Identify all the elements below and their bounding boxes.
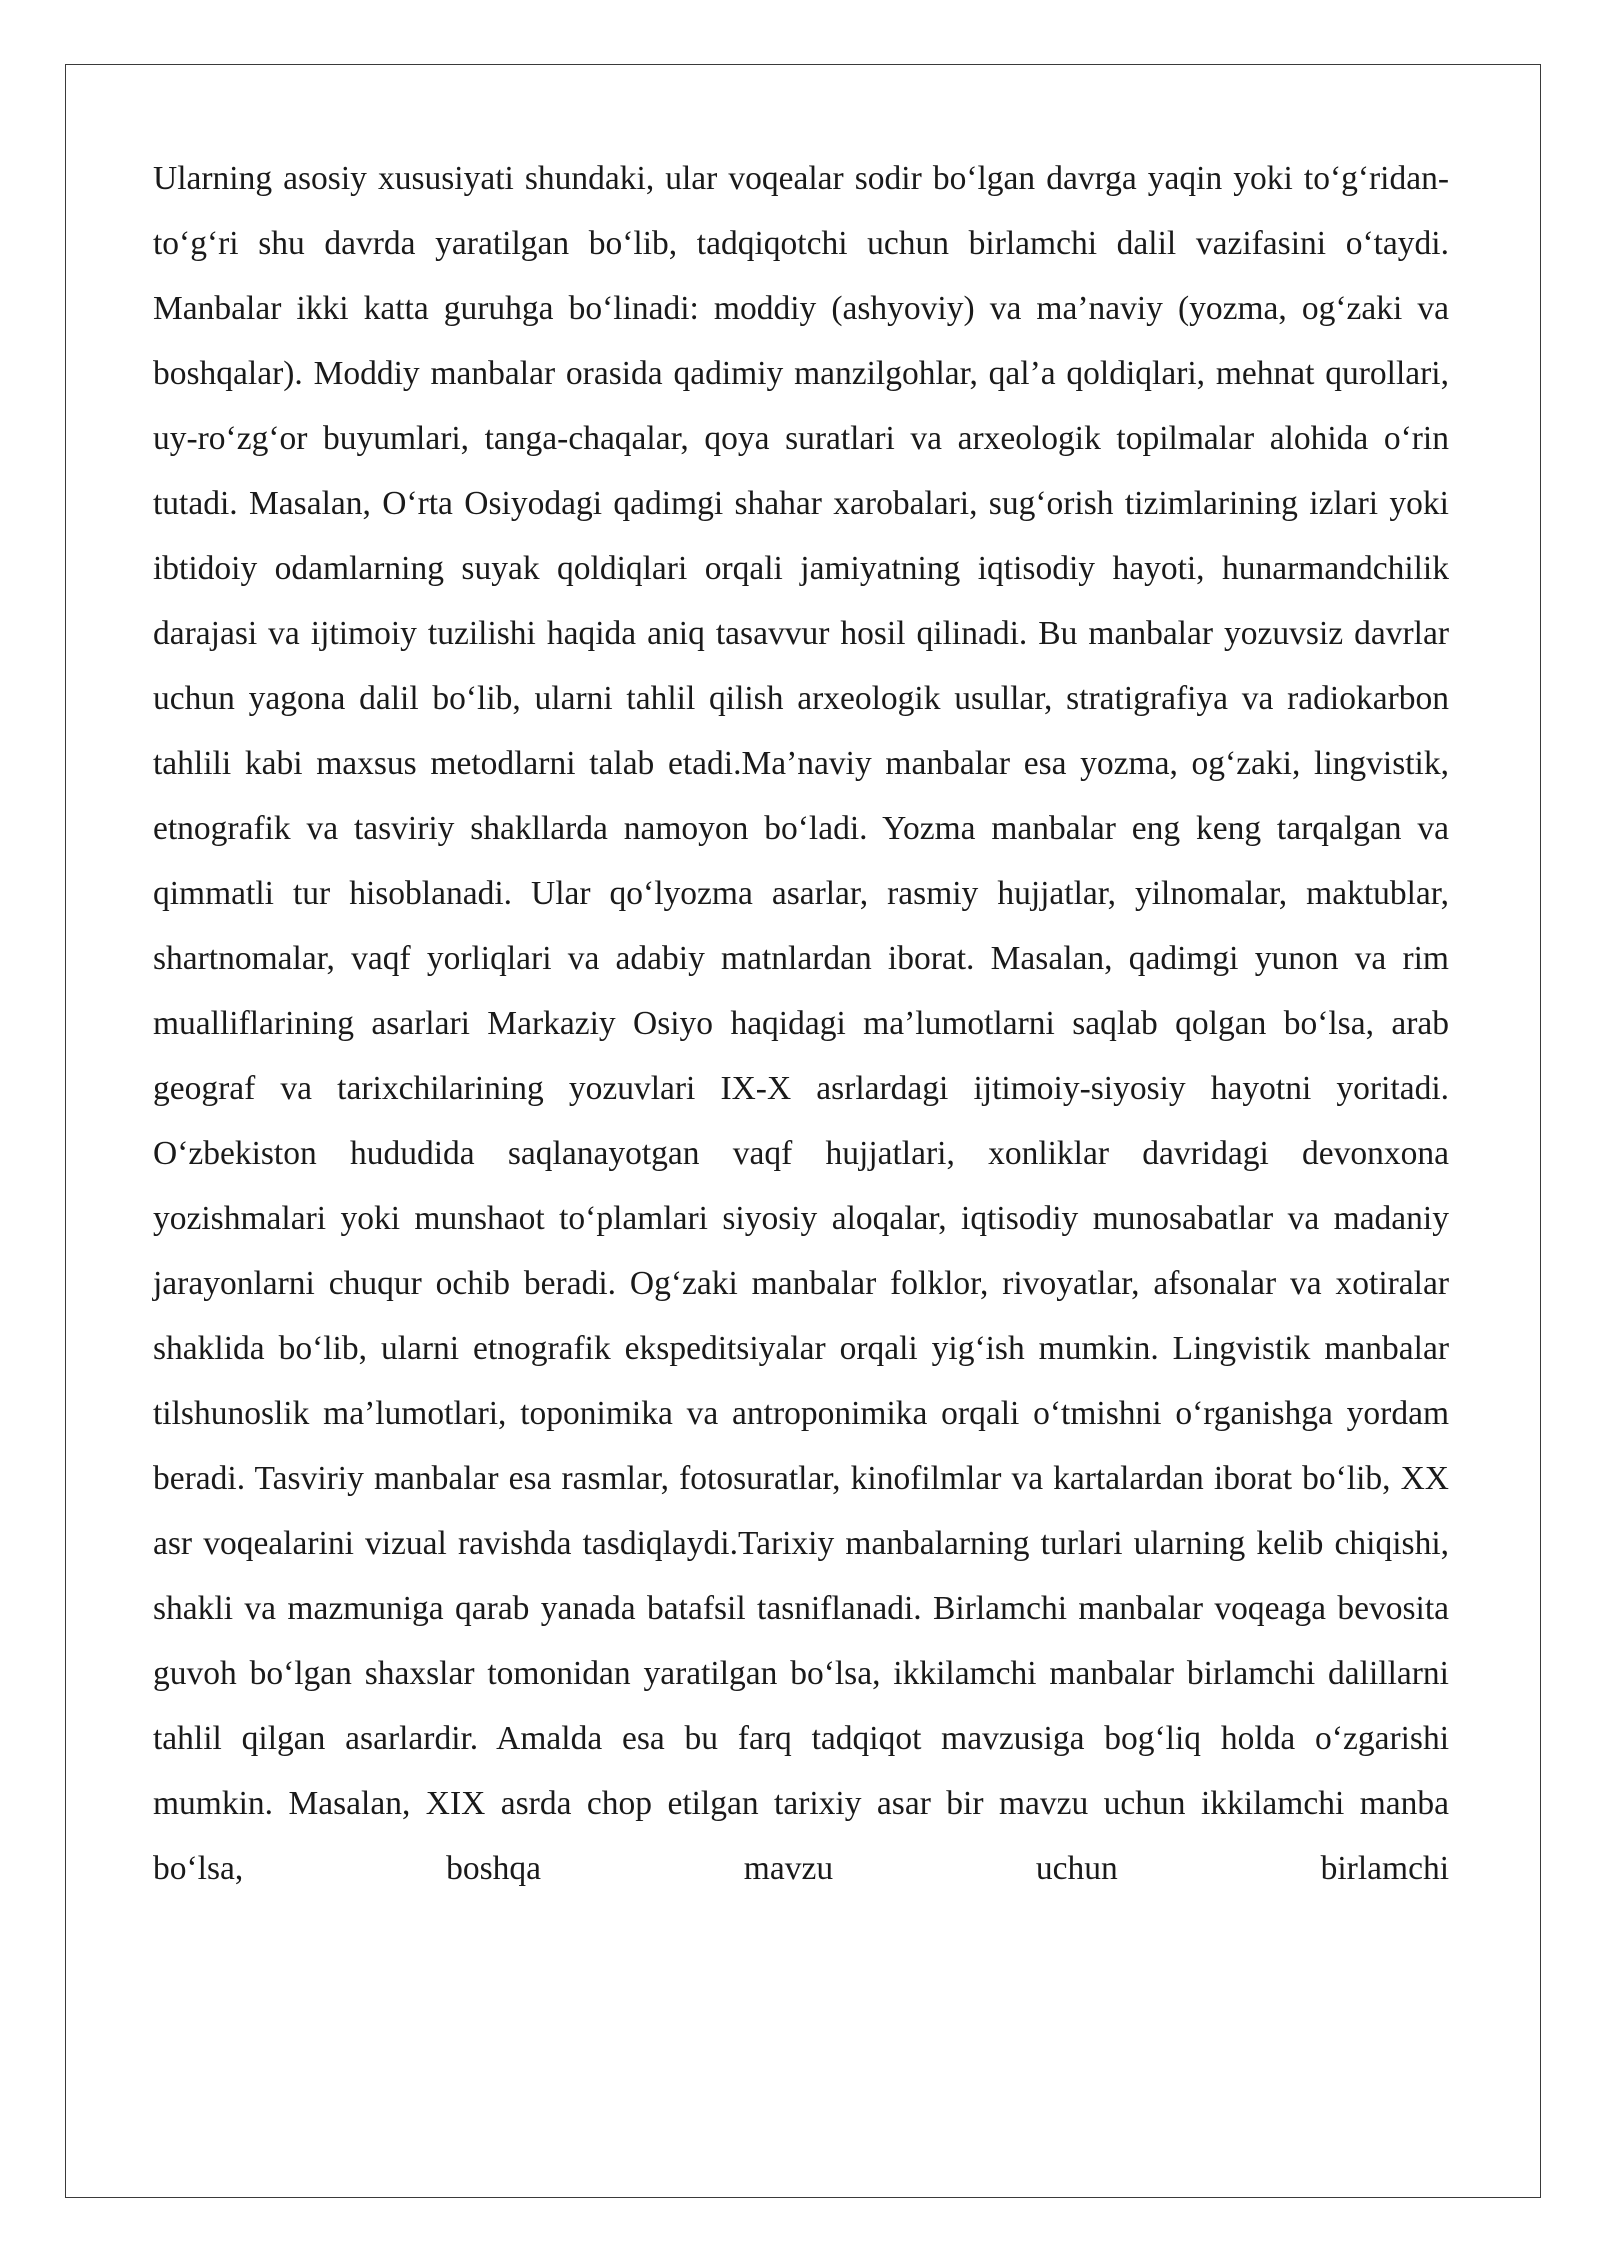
body-paragraph: Ularning asosiy xususiyati shundaki, ular voqealar sodir bo‘lgan davrga yaqin yoki to‘g‘ridan-to‘g‘ri shu davrda yaratilgan bo‘lib, tadqiqotchi uchun birlamchi dalil vazifasini o‘taydi. Manbalar ikki katta guruhga bo‘linadi: moddiy (ashyoviy) va ma’naviy (yozma, og‘zaki va boshqalar). Moddiy manbalar orasida qadimiy manzilgohlar, qal’a qoldiqlari, mehnat qurollari, uy-ro‘zg‘or buyumlari, tanga-chaqalar, qoya suratlari va arxeologik topilmalar alohida o‘rin tutadi. Masalan, O‘rta Osiyodagi qadimgi shahar xarobalari, sug‘orish tizimlarining izlari yoki ibtidoiy odamlarning suyak qoldiqlari orqali jamiyatning iqtisodiy hayoti, hunarmandchilik darajasi va ijtimoiy tuzilishi haqida aniq tasavvur hosil qilinadi. Bu manbalar yozuvsiz davrlar uchun yagona dalil bo‘lib, ularni tahlil qilish arxeologik usullar, stratigrafiya va radiokarbon tahlili kabi maxsus metodlarni talab etadi.Ma’naviy manbalar esa yozma, og‘zaki, lingvistik, etnografik va tasviriy shakllarda namoyon bo‘ladi. Yozma manbalar eng keng tarqalgan va qimmatli tur hisoblanadi. Ular qo‘lyozma asarlar, rasmiy hujjatlar, yilnomalar, maktublar, shartnomalar, vaqf yorliqlari va adabiy matnlardan iborat. Masalan, qadimgi yunon va rim mualliflarining asarlari Markaziy Osiyo haqidagi ma’lumotlarni saqlab qolgan bo‘lsa, arab geograf va tarixchilarining yozuvlari IX-X asrlardagi ijtimoiy-siyosiy hayotni yoritadi. O‘zbekiston hududida saqlanayotgan vaqf hujjatlari, xonliklar davridagi devonxona yozishmalari yoki munshaot to‘plamlari siyosiy aloqalar, iqtisodiy munosabatlar va madaniy jarayonlarni chuqur ochib beradi. Og‘zaki manbalar folklor, rivoyatlar, afsonalar va xotiralar shaklida bo‘lib, ularni etnografik ekspeditsiyalar orqali yig‘ish mumkin. Lingvistik manbalar tilshunoslik ma’lumotlari, toponimika va antroponimika orqali o‘tmishni o‘rganishga yordam beradi. Tasviriy manbalar esa rasmlar, fotosuratlar, kinofilmlar va kartalardan iborat bo‘lib, XX asr voqealarini vizual ravishda tasdiqlaydi.Tarixiy manbalarning turlari ularning kelib chiqishi, shakli va mazmuniga qarab yanada batafsil tasniflanadi. Birlamchi manbalar voqeaga bevosita guvoh bo‘lgan shaxslar tomonidan yaratilgan bo‘lsa, ikkilamchi manbalar birlamchi dalillarni tahlil qilgan asarlardir. Amalda esa bu farq tadqiqot mavzusiga bog‘liq holda o‘zgarishi mumkin. Masalan, XIX asrda chop etilgan tarixiy asar bir mavzu uchun ikkilamchi manba bo‘lsa, boshqa mavzu uchun birlamchi <box>153 160 1449 1887</box>
